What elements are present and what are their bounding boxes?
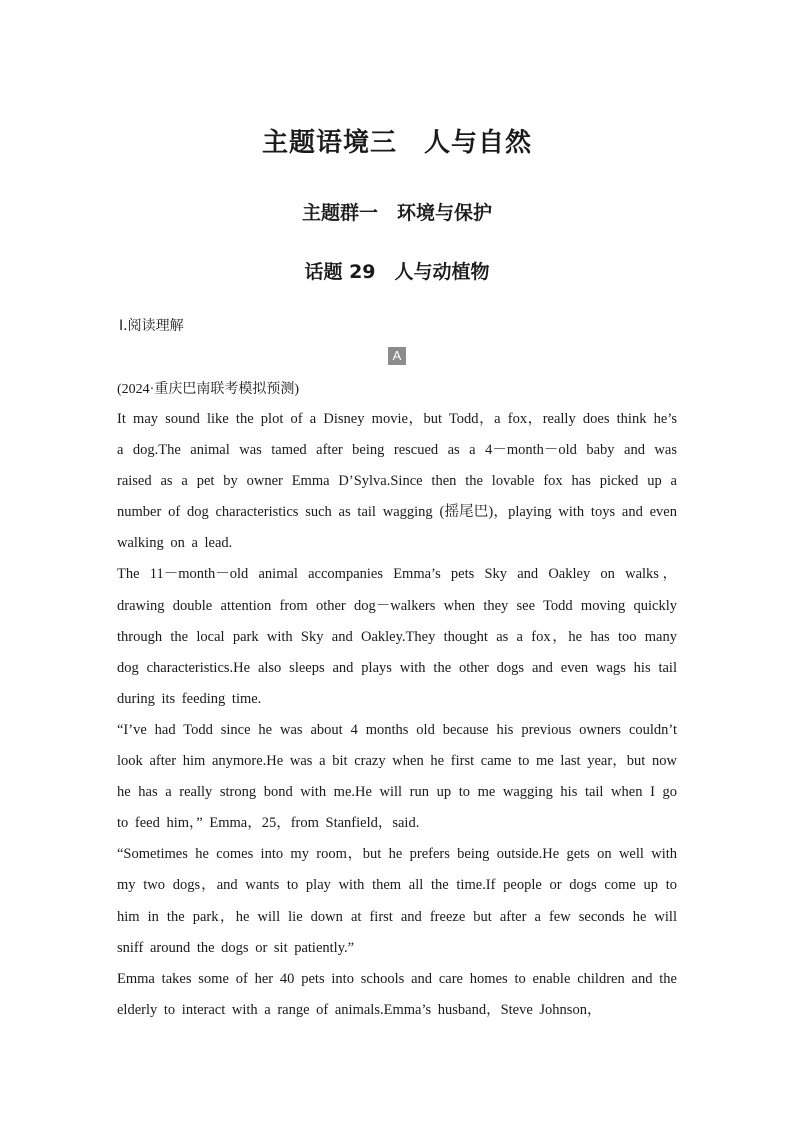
- topic-title: 话题 29 人与动植物: [304, 261, 490, 283]
- passage-paragraph-2: The 11－month－old animal accompanies Emma’s pets Sky and Oakley on walks，drawing double attention from other dog－walkers when they see Todd moving quickly through the local park with Sky and Oakley.They thought as a fox，he has too many dog characteristics.He also sleeps and plays with the other dogs and even wags his tail during its feeding time.: [117, 566, 677, 707]
- source-note: (2024·重庆巴南联考模拟预测): [117, 382, 299, 397]
- passage-paragraph-1: It may sound like the plot of a Disney movie，but Todd，a fox，really does think he’s a dog.The animal was tamed after being rescued as a 4－month－old baby and was raised as a pet by owner Emma D’Sylva.Since then the lovable fox has picked up a number of dog characteristics such as tail wagging (摇尾巴)，playing with toys and even walking on a lead.: [117, 411, 677, 552]
- passage-paragraph-3: “I’ve had Todd since he was about 4 months old because his previous owners couldn’t look after him anymore.He was a bit crazy when he first came to me last year，but now he has a really strong bond with me.He will run up to me wagging his tail when I go to feed him，” Emma，25，from Stanfield，said.: [117, 721, 677, 832]
- document-subtitle: 主题群一 环境与保护: [301, 202, 492, 224]
- passage-badge: A: [388, 347, 406, 365]
- passage-body: [117, 404, 677, 1026]
- passage-paragraph-5: Emma takes some of her 40 pets into schools and care homes to enable children and the elderly to interact with a range of animals.Emma’s husband，Steve Johnson，: [117, 970, 677, 1018]
- passage-paragraph-4: “Sometimes he comes into my room，but he prefers being outside.He gets on well with my two dogs，and wants to play with them all the time.If people or dogs come up to him in the park，he will lie down at first and freeze but after a few seconds he will sniff around the dogs or sit patiently.”: [117, 846, 677, 956]
- document-title: 主题语境三 人与自然: [261, 128, 532, 158]
- section-heading: Ⅰ.阅读理解: [119, 318, 184, 334]
